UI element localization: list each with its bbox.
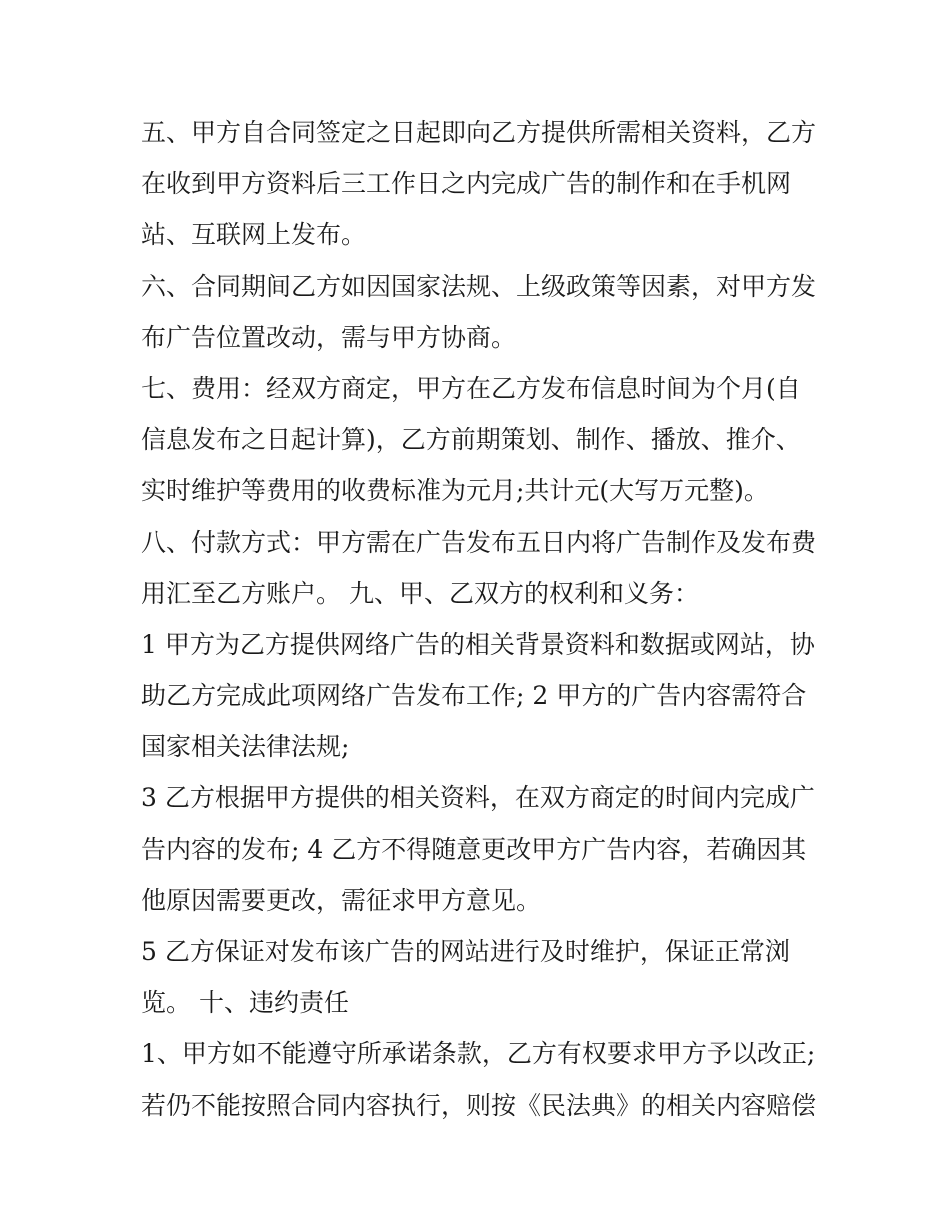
text-line: 七、费用：经双方商定，甲方在乙方发布信息时间为个月(自 xyxy=(141,373,801,403)
text-line: 若仍不能按照合同内容执行，则按《民法典》的相关内容赔偿 xyxy=(141,1090,817,1120)
rights-item-5 xyxy=(141,926,821,1028)
clause-6 xyxy=(141,261,821,363)
document-body xyxy=(141,107,821,1131)
rights-item-3-4 xyxy=(141,772,821,926)
text-line: 告内容的发布; 4 乙方不得随意更改甲方广告内容，若确因其 xyxy=(141,834,807,864)
text-line: 站、互联网上发布。 xyxy=(141,220,367,250)
text-line: 5 乙方保证对发布该广告的网站进行及时维护，保证正常浏 xyxy=(141,937,790,966)
text-line: 五、甲方自合同签定之日起即向乙方提供所需相关资料，乙方 xyxy=(141,118,817,147)
text-line: 国家相关法律法规; xyxy=(141,732,350,762)
clause-5 xyxy=(141,107,821,261)
text-line: 助乙方完成此项网络广告发布工作; 2 甲方的广告内容需符合 xyxy=(141,681,807,711)
liability-item-1 xyxy=(141,1028,821,1130)
text-line: 他原因需要更改，需征求甲方意见。 xyxy=(141,885,542,915)
text-line: 1、甲方如不能遵守所承诺条款，乙方有权要求甲方予以改正; xyxy=(141,1039,816,1069)
text-line: 八、付款方式：甲方需在广告发布五日内将广告制作及发布费 xyxy=(141,527,817,557)
rights-item-1-2 xyxy=(141,619,821,773)
text-line: 1 甲方为乙方提供网络广告的相关背景资料和数据或网站，协 xyxy=(141,629,815,659)
clause-7-fees xyxy=(141,363,821,517)
text-line: 用汇至乙方账户。 九、甲、乙双方的权利和义务： xyxy=(141,578,699,608)
text-line: 实时维护等费用的收费标准为元月;共计元(大写万元整)。 xyxy=(141,476,769,506)
text-line: 六、合同期间乙方如因国家法规、上级政策等因素，对甲方发 xyxy=(141,271,817,301)
text-line: 布广告位置改动，需与甲方协商。 xyxy=(141,322,517,352)
text-line: 览。 十、违约责任 xyxy=(141,988,349,1018)
text-line: 3 乙方根据甲方提供的相关资料，在双方商定的时间内完成广 xyxy=(141,783,815,813)
text-line: 在收到甲方资料后三工作日之内完成广告的制作和在手机网 xyxy=(141,169,792,199)
clause-8-payment xyxy=(141,517,821,619)
text-line: 信息发布之日起计算)，乙方前期策划、制作、播放、推介、 xyxy=(141,425,801,455)
